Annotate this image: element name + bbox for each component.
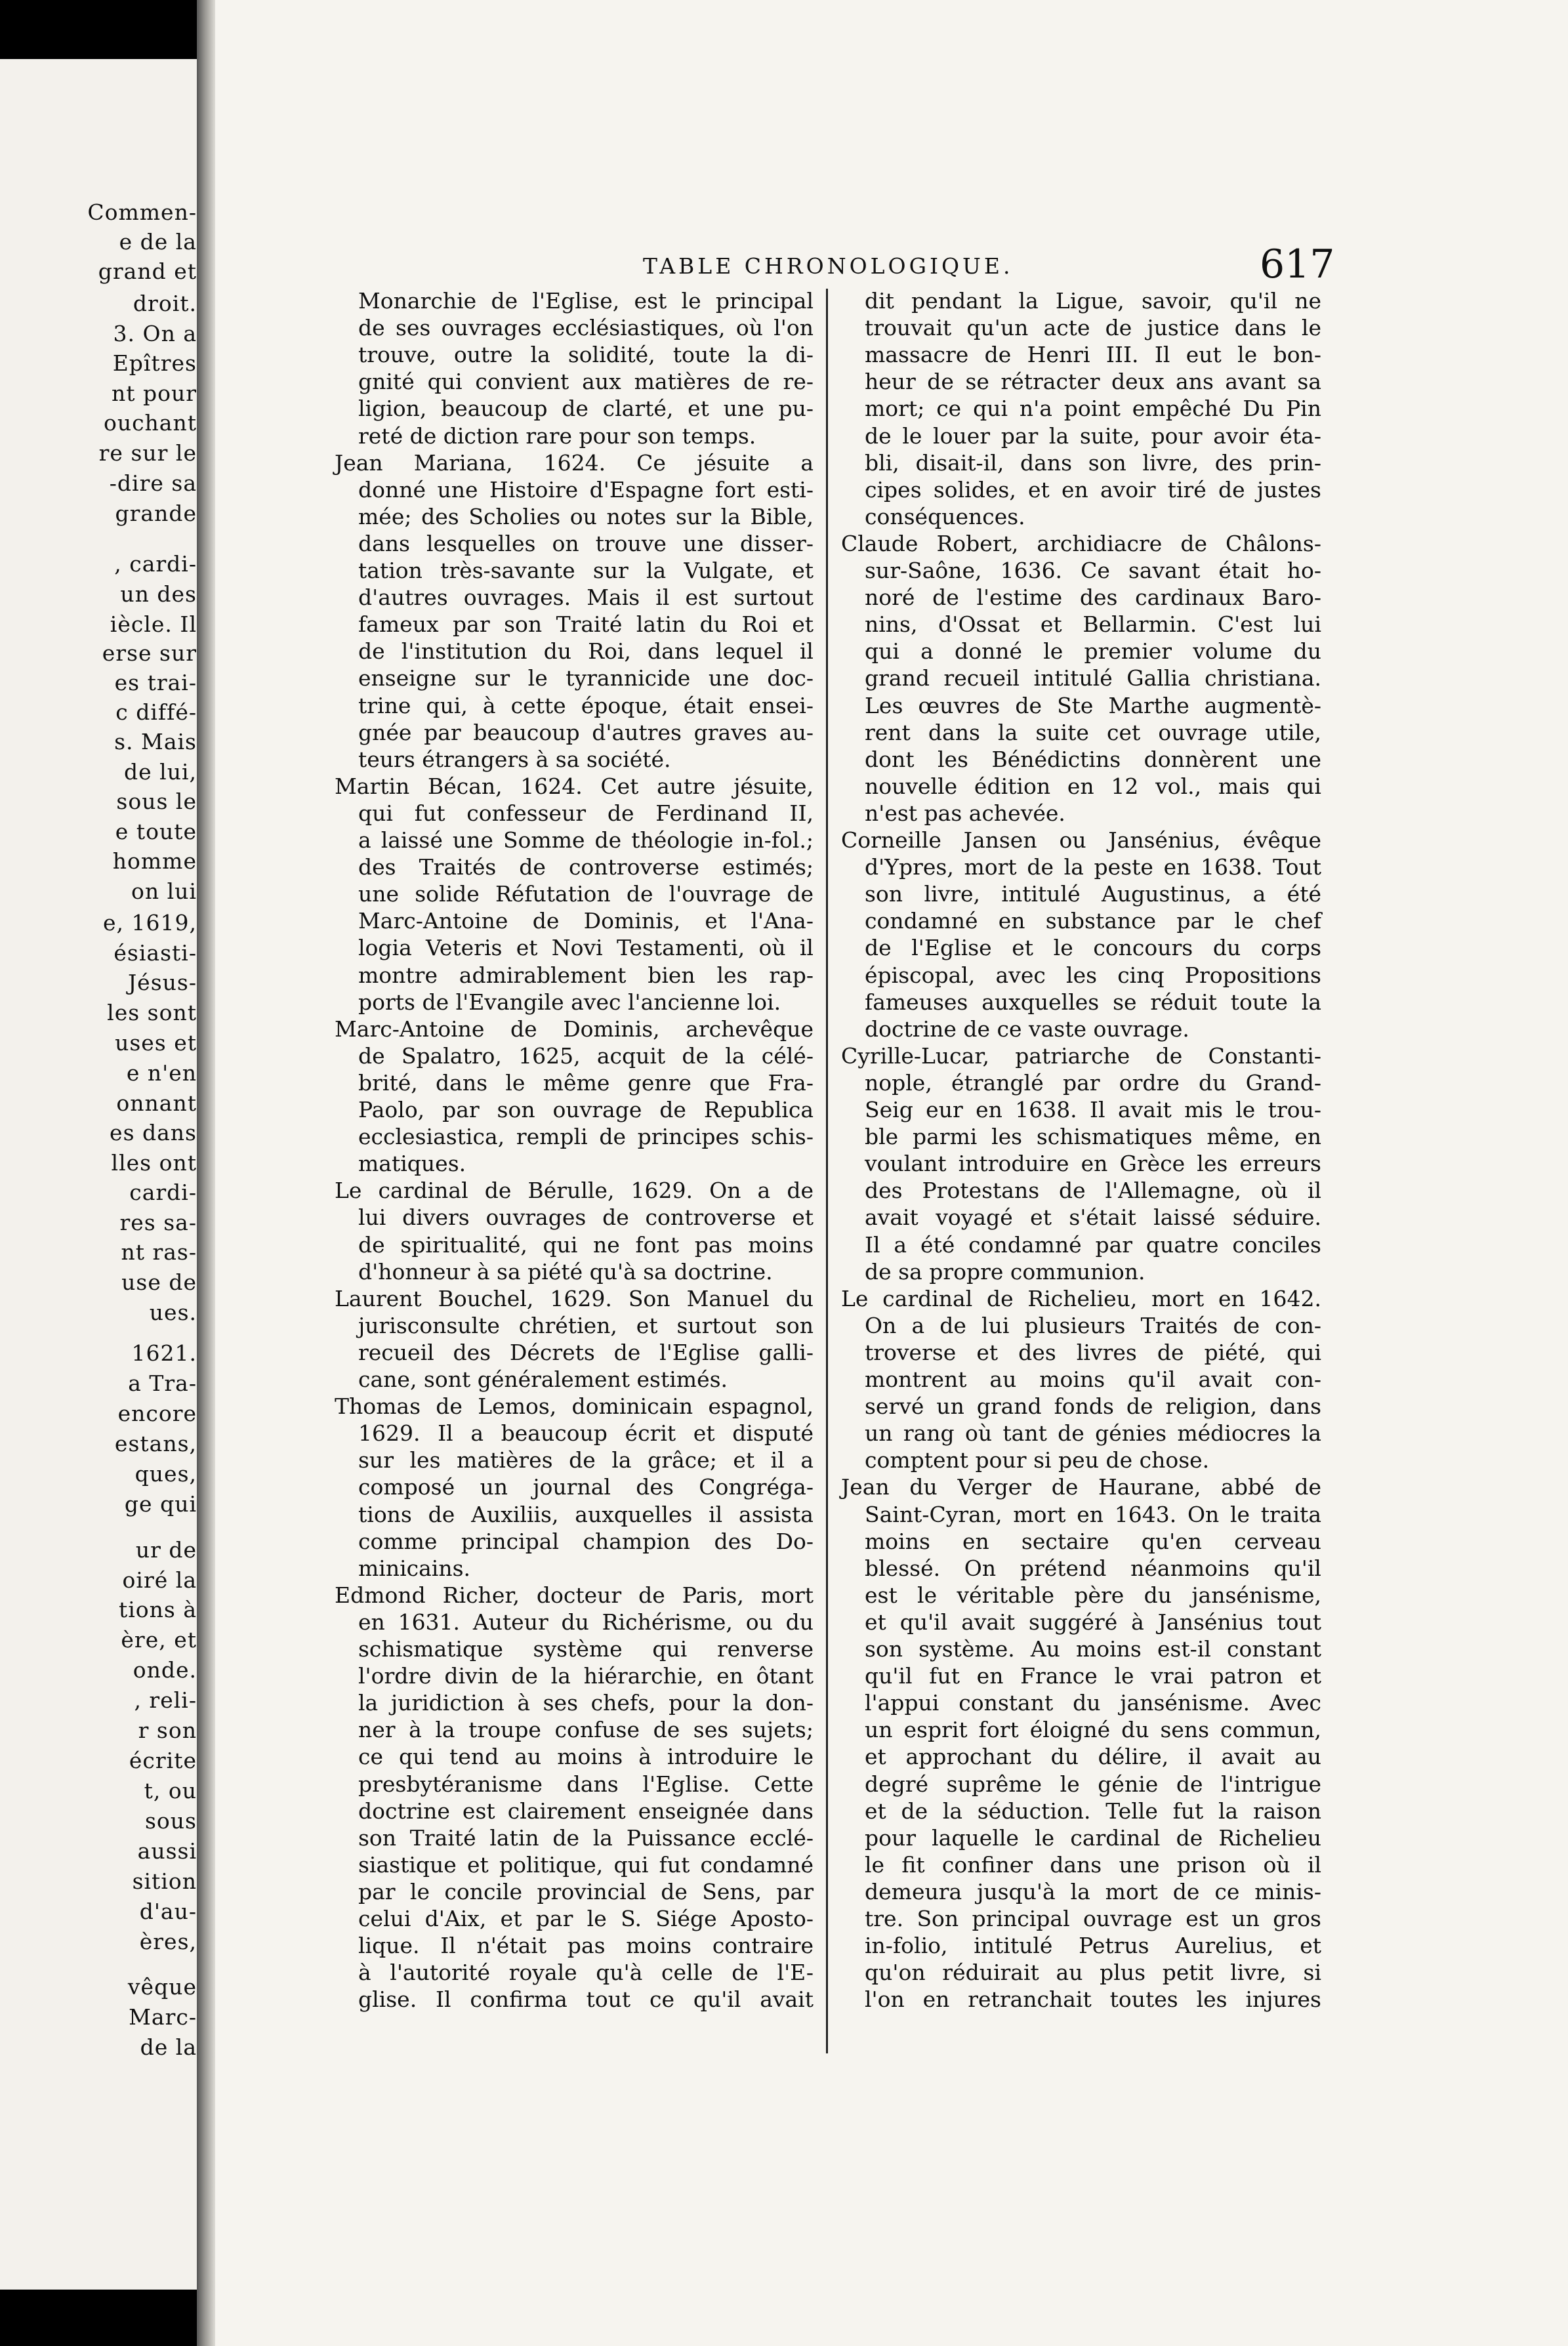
text-line: Le cardinal de Richelieu, mort en 1642.	[841, 1285, 1321, 1311]
text-line: cane, sont généralement estimés.	[358, 1367, 728, 1392]
text-line: fameux par son Traité latin du Roi et	[358, 611, 814, 638]
text-line: Thomas de Lemos, dominicain espagnol,	[335, 1393, 814, 1420]
text-line: montre admirablement bien les rap-	[358, 962, 814, 988]
text-line: de l'institution du Roi, dans lequel il	[358, 638, 814, 665]
text-line: son livre, intitulé Augustinus, a été	[865, 881, 1321, 907]
text-line: minicains.	[358, 1555, 471, 1581]
left-page-text-fragment: es dans	[110, 1120, 197, 1145]
text-line: comptent pour si peu de chose.	[865, 1447, 1210, 1473]
text-line: de ses ouvrages ecclésiastiques, où l'on	[358, 315, 814, 341]
left-page-text-fragment: , cardi-	[114, 551, 197, 577]
text-line: Jean du Verger de Haurane, abbé de	[841, 1474, 1321, 1500]
left-page-text-fragment: écrite	[129, 1748, 197, 1773]
left-page-text-fragment: res sa-	[119, 1210, 197, 1235]
text-line: ble parmi les schismatiques même, en	[865, 1124, 1321, 1150]
text-line: un rang où tant de génies médiocres la	[865, 1420, 1321, 1447]
left-page-text-fragment: droit.	[133, 291, 197, 316]
left-page-text-fragment: nt pour	[111, 381, 197, 406]
text-line: n'est pas achevée.	[865, 800, 1065, 826]
text-line: Martin Bécan, 1624. Cet autre jésuite,	[335, 773, 814, 799]
left-page-text-fragment: es trai-	[114, 670, 197, 695]
text-line: conséquences.	[865, 503, 1025, 529]
left-page-text-fragment: cardi-	[129, 1180, 197, 1205]
text-line: nople, étranglé par ordre du Grand-	[865, 1069, 1321, 1096]
text-line: demeura jusqu'à la mort de ce minis-	[865, 1878, 1321, 1904]
left-page-text-fragment: iècle. Il	[110, 611, 197, 637]
text-line: sur-Saône, 1636. Ce savant était ho-	[865, 558, 1321, 583]
left-page-text-fragment: ères,	[139, 1929, 197, 1954]
left-page-text-fragment: un des	[120, 581, 197, 607]
page-number: 617	[1260, 241, 1335, 287]
text-line: sur les matières de la grâce; et il a	[358, 1447, 814, 1473]
text-line: gnée par beaucoup d'autres graves au-	[358, 719, 814, 745]
text-line: brité, dans le même genre que Fra-	[358, 1069, 814, 1096]
text-line: Claude Robert, archidiacre de Châlons-	[841, 530, 1321, 556]
left-page-text-fragment: nt ras-	[121, 1239, 197, 1265]
left-page-text-fragment: use de	[121, 1269, 197, 1295]
text-line: doctrine est clairement enseignée dans	[358, 1798, 814, 1824]
text-line: à l'autorité royale qu'à celle de l'E-	[358, 1960, 814, 1986]
left-page-text-fragment: ge qui	[124, 1491, 197, 1517]
text-line: ports de l'Evangile avec l'ancienne loi.	[358, 989, 781, 1015]
text-line: blessé. On prétend néanmoins qu'il	[865, 1555, 1321, 1581]
text-line: nouvelle édition en 12 vol., mais qui	[865, 773, 1321, 799]
text-line: l'appui constant du jansénisme. Avec	[865, 1690, 1321, 1716]
left-page-text-fragment: tions à	[118, 1597, 197, 1622]
text-line: bli, disait-il, dans son livre, des prin-	[865, 449, 1321, 476]
left-page-text-fragment: t, ou	[144, 1778, 197, 1803]
running-header: TABLE CHRONOLOGIQUE.	[643, 253, 1014, 279]
text-line: a laissé une Somme de théologie in-fol.;	[358, 827, 814, 853]
left-page-text-fragment: Marc-	[129, 2004, 197, 2030]
text-line: qu'il fut en France le vrai patron et	[865, 1663, 1321, 1689]
text-line: fameuses auxquelles se réduit toute la	[865, 989, 1321, 1015]
left-page-text-fragment: de la	[140, 2034, 197, 2060]
left-page-text-fragment: 1621.	[131, 1340, 197, 1366]
left-page-text-fragment: de lui,	[124, 759, 197, 785]
left-page-text-fragment: sous le	[116, 789, 197, 814]
text-line: le fit confiner dans une prison où il	[865, 1851, 1321, 1878]
left-page-text-fragment: onde.	[133, 1657, 197, 1683]
text-line: nins, d'Ossat et Bellarmin. C'est lui	[865, 611, 1321, 638]
text-line: Edmond Richer, docteur de Paris, mort	[335, 1582, 814, 1608]
left-page-text-fragment: re sur le	[98, 440, 197, 466]
text-line: et qu'il avait suggéré à Jansénius tout	[865, 1609, 1321, 1635]
text-line: voulant introduire en Grèce les erreurs	[865, 1151, 1321, 1177]
left-page-text-fragment: ouchant	[103, 410, 197, 436]
text-line: ligion, beaucoup de clarté, et une pu-	[358, 396, 814, 422]
left-page-text-fragment: erse sur	[102, 640, 197, 666]
text-line: donné une Histoire d'Espagne fort esti-	[358, 476, 814, 503]
left-page-text-fragment: e de la	[119, 229, 197, 255]
text-line: est le véritable père du jansénisme,	[865, 1582, 1321, 1608]
text-line: dit pendant la Ligue, savoir, qu'il ne	[865, 288, 1321, 314]
left-page-text-fragment: e n'en	[126, 1060, 197, 1086]
left-page-text-fragment: , reli-	[134, 1687, 197, 1713]
left-page-text-fragment: -dire sa	[109, 470, 197, 496]
left-page-text-fragment: on lui	[131, 878, 197, 904]
text-line: de sa propre communion.	[865, 1258, 1145, 1285]
text-line: doctrine de ce vaste ouvrage.	[865, 1016, 1189, 1042]
text-line: d'honneur à sa piété qu'à sa doctrine.	[358, 1258, 773, 1285]
column-divider	[826, 289, 828, 2053]
text-line: d'autres ouvrages. Mais il est surtout	[358, 585, 814, 611]
text-line: de l'Eglise et le concours du corps	[865, 935, 1321, 961]
text-line: épiscopal, avec les cinq Propositions	[865, 962, 1321, 988]
text-line: massacre de Henri III. Il eut le bon-	[865, 342, 1321, 368]
text-line: son Traité latin de la Puissance ecclé-	[358, 1824, 814, 1851]
text-line: la juridiction à ses chefs, pour la don-	[358, 1690, 814, 1716]
text-line: par le concile provincial de Sens, par	[358, 1878, 814, 1904]
left-page-text-fragment: 3. On a	[113, 321, 197, 346]
text-line: pour laquelle le cardinal de Richelieu	[865, 1824, 1321, 1851]
text-line: des Traités de controverse estimés;	[358, 854, 814, 880]
text-line: avait voyagé et s'était laissé séduire.	[865, 1204, 1321, 1231]
text-line: in-folio, intitulé Petrus Aurelius, et	[865, 1933, 1321, 1959]
text-line: servé un grand fonds de religion, dans	[865, 1393, 1321, 1420]
text-line: qu'on réduirait au plus petit livre, si	[865, 1960, 1321, 1986]
text-line: montrent au moins qu'il avait con-	[865, 1367, 1321, 1392]
text-line: l'on en retranchait toutes les injures	[865, 1986, 1321, 2013]
text-line: Monarchie de l'Eglise, est le principal	[358, 288, 814, 314]
text-line: matiques.	[358, 1151, 466, 1177]
text-line: de le louer par la suite, pour avoir éta-	[865, 422, 1321, 449]
text-line: grand recueil intitulé Gallia christiana.	[865, 665, 1321, 691]
left-page-text-fragment: grande	[115, 501, 197, 526]
left-page-text-fragment: lles ont	[111, 1150, 197, 1176]
text-line: mée; des Scholies ou notes sur la Bible,	[358, 503, 814, 529]
text-line: et de la séduction. Telle fut la raison	[865, 1798, 1321, 1824]
text-line: tions de Auxiliis, auxquelles il assista	[358, 1501, 814, 1527]
text-line: Paolo, par son ouvrage de Republica	[358, 1097, 814, 1122]
text-line: tre. Son principal ouvrage est un gros	[865, 1906, 1321, 1931]
left-page-text-fragment: estans,	[114, 1431, 197, 1456]
text-line: Jean Mariana, 1624. Ce jésuite a	[335, 449, 814, 476]
text-line: troverse et des livres de piété, qui	[865, 1339, 1321, 1365]
text-line: siastique et politique, qui fut condamné	[358, 1851, 814, 1878]
text-line: d'Ypres, mort de la peste en 1638. Tout	[865, 854, 1321, 880]
left-page-text-fragment: homme	[112, 848, 197, 874]
text-line: heur de se rétracter deux ans avant sa	[865, 369, 1321, 395]
text-line: Corneille Jansen ou Jansénius, évêque	[841, 827, 1321, 853]
text-line: qui fut confesseur de Ferdinand II,	[358, 800, 814, 826]
left-page-text-fragment: c diffé-	[115, 699, 197, 725]
left-page-text-fragment: vêque	[127, 1974, 197, 2000]
text-line: trouvait qu'un acte de justice dans le	[865, 315, 1321, 341]
left-page-text-fragment: d'au-	[139, 1899, 197, 1924]
text-line: comme principal champion des Do-	[358, 1528, 814, 1554]
left-page-text-fragment: onnant	[116, 1090, 197, 1116]
text-line: degré suprême le génie de l'intrigue	[865, 1771, 1321, 1797]
text-line: une solide Réfutation de l'ouvrage de	[358, 881, 814, 907]
text-line: glise. Il confirma tout ce qu'il avait	[358, 1986, 814, 2013]
text-line: dont les Bénédictins donnèrent une	[865, 746, 1321, 772]
text-line: celui d'Aix, et par le S. Siége Aposto-	[358, 1906, 814, 1931]
left-page-text-fragment: Epîtres	[112, 350, 197, 376]
text-line: reté de diction rare pour son temps.	[358, 422, 756, 449]
left-page-text-fragment: oiré la	[122, 1567, 197, 1593]
text-line: Seig eur en 1638. Il avait mis le trou-	[865, 1097, 1321, 1122]
text-line: Marc-Antoine de Dominis, archevêque	[335, 1016, 814, 1042]
text-line: ce qui tend au moins à introduire le	[358, 1744, 814, 1770]
left-page-text-fragment: les sont	[107, 1000, 197, 1025]
text-line: trine qui, à cette époque, était ensei-	[358, 692, 814, 718]
text-line: On a de lui plusieurs Traités de con-	[865, 1312, 1321, 1338]
text-line: dans lesquelles on trouve une disser-	[358, 530, 814, 556]
text-line: Cyrille-Lucar, patriarche de Constanti-	[841, 1042, 1321, 1069]
text-line: Le cardinal de Bérulle, 1629. On a de	[335, 1178, 814, 1204]
text-line: moins en sectaire qu'en cerveau	[865, 1528, 1321, 1554]
left-page-fragment	[0, 59, 197, 2290]
text-line: lique. Il n'était pas moins contraire	[358, 1933, 814, 1959]
text-line: Saint-Cyran, mort en 1643. On le traita	[865, 1501, 1321, 1527]
text-line: 1629. Il a beaucoup écrit et disputé	[358, 1420, 814, 1447]
text-line: Les œuvres de Ste Marthe augmentè-	[865, 692, 1321, 718]
text-line: Laurent Bouchel, 1629. Son Manuel du	[335, 1285, 814, 1311]
text-line: composé un journal des Congréga-	[358, 1474, 814, 1500]
text-line: un esprit fort éloigné du sens commun,	[865, 1717, 1321, 1743]
text-line: gnité qui convient aux matières de re-	[358, 369, 814, 395]
text-line: et approchant du délire, il avait au	[865, 1744, 1321, 1770]
text-line: schismatique système qui renverse	[358, 1636, 814, 1662]
text-line: en 1631. Auteur du Richérisme, ou du	[358, 1609, 814, 1635]
text-line: logia Veteris et Novi Testamenti, où il	[358, 935, 814, 961]
left-page-text-fragment: Commen-	[87, 199, 197, 225]
text-line: son système. Au moins est-il constant	[865, 1636, 1321, 1662]
left-page-text-fragment: grand et	[98, 258, 197, 284]
text-line: noré de l'estime des cardinaux Baro-	[865, 585, 1321, 611]
text-line: cipes solides, et en avoir tiré de justes	[865, 476, 1321, 503]
left-page-text-fragment: r son	[138, 1718, 197, 1743]
text-line: enseigne sur le tyrannicide une doc-	[358, 665, 814, 691]
text-line: l'ordre divin de la hiérarchie, en ôtant	[358, 1663, 814, 1689]
left-page-text-fragment: sition	[132, 1868, 197, 1894]
left-page-text-fragment: uses et	[115, 1030, 197, 1056]
text-line: condamné en substance par le chef	[865, 908, 1321, 934]
left-page-text-fragment: sous	[145, 1808, 197, 1834]
left-page-text-fragment: ues.	[149, 1300, 197, 1325]
left-page-text-fragment: encore	[117, 1401, 197, 1426]
text-line: de Spalatro, 1625, acquit de la célé-	[358, 1042, 814, 1069]
text-line: Marc-Antoine de Dominis, et l'Ana-	[358, 908, 814, 934]
text-line: rent dans la suite cet ouvrage utile,	[865, 719, 1321, 745]
left-page-text-fragment: aussi	[137, 1838, 197, 1864]
left-page-text-fragment: Jésus-	[127, 970, 197, 995]
text-line: jurisconsulte chrétien, et surtout son	[358, 1312, 814, 1338]
text-line: tation très-savante sur la Vulgate, et	[358, 558, 814, 583]
left-page-text-fragment: e, 1619,	[103, 910, 197, 936]
text-line: ner à la troupe confuse de ses sujets;	[358, 1717, 814, 1743]
text-line: teurs étrangers à sa société.	[358, 746, 671, 772]
text-line: lui divers ouvrages de controverse et	[358, 1204, 814, 1231]
text-line: ecclesiastica, rempli de principes schis-	[358, 1124, 814, 1150]
left-page-text-fragment: e toute	[115, 819, 197, 844]
left-page-text-fragment: ur de	[135, 1537, 197, 1563]
text-line: qui a donné le premier volume du	[865, 638, 1321, 665]
text-line: Il a été condamné par quatre conciles	[865, 1231, 1321, 1258]
page-gutter	[197, 0, 215, 2346]
text-line: de spiritualité, qui ne font pas moins	[358, 1231, 814, 1258]
text-line: presbytéranisme dans l'Eglise. Cette	[358, 1771, 814, 1797]
text-line: des Protestans de l'Allemagne, où il	[865, 1178, 1321, 1204]
text-line: mort; ce qui n'a point empêché Du Pin	[865, 396, 1321, 422]
left-page-text-fragment: s. Mais	[114, 729, 197, 754]
left-page-text-fragment: a Tra-	[128, 1370, 197, 1396]
left-page-text-fragment: ère, et	[121, 1627, 197, 1653]
text-line: recueil des Décrets de l'Eglise galli-	[358, 1339, 814, 1365]
left-page-text-fragment: ésiasti-	[113, 940, 197, 966]
text-line: trouve, outre la solidité, toute la di-	[358, 342, 814, 368]
left-page-text-fragment: ques,	[134, 1461, 197, 1487]
